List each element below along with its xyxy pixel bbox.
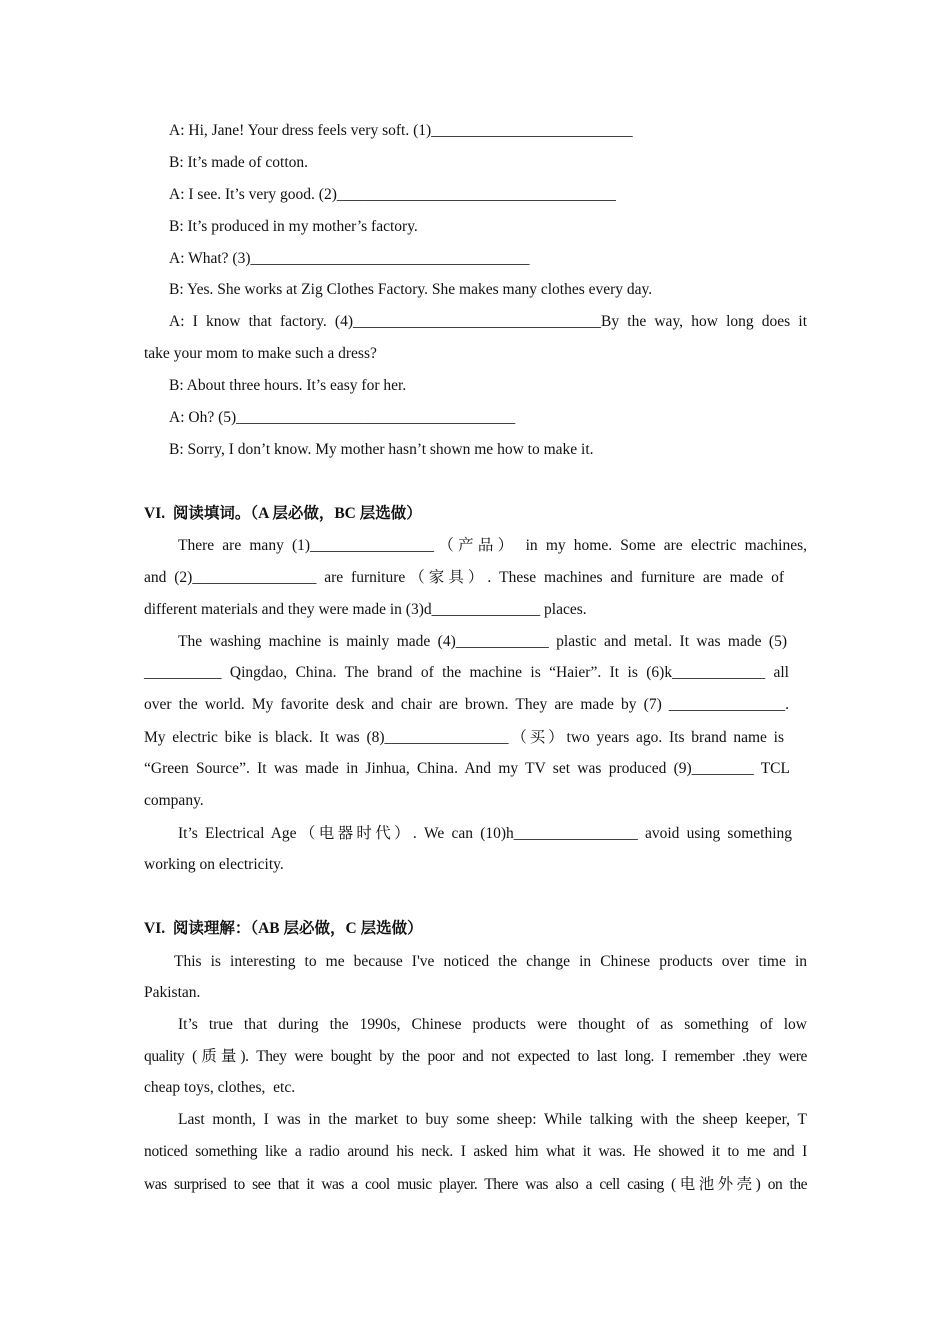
dialogue-line: A: Hi, Jane! Your dress feels very soft. (1)__________________________ (169, 122, 633, 139)
text-line: company. (144, 792, 204, 809)
text-line: “Green Source”. It was made in Jinhua, China. And my TV set was produced (9)________ TCL (144, 760, 790, 777)
text-line: Last month, I was in the market to buy some sheep: While talking with the sheep keeper, T (178, 1111, 807, 1128)
text-line: was surprised to see that it was a cool music player. There was also a cell casing (电池外壳) on the (144, 1176, 807, 1193)
dialogue-line: B: About three hours. It’s easy for her. (169, 377, 407, 394)
text-line: different materials and they were made in (3)d______________ places. (144, 601, 587, 618)
text-line: noticed something like a radio around his neck. I asked him what it was. He showed it to me and I (144, 1143, 807, 1160)
text-line: and (2)________________ are furniture（家具）. These machines and furniture are made of (144, 569, 784, 586)
text-line: Pakistan. (144, 984, 201, 1001)
text-line: It’s true that during the 1990s, Chinese products were thought of as something of low (178, 1016, 807, 1033)
text-line: working on electricity. (144, 856, 284, 873)
dialogue-line: B: Sorry, I don’t know. My mother hasn’t shown me how to make it. (169, 441, 594, 458)
dialogue-line: A: I see. It’s very good. (2)____________________________________ (169, 186, 616, 203)
section-heading: VI. 阅读填词。（A 层必做，BC 层选做） (144, 505, 422, 522)
dialogue-line: B: Yes. She works at Zig Clothes Factory. She makes many clothes every day. (169, 281, 653, 298)
section-heading: VI. 阅读理解：（AB 层必做，C 层选做） (144, 920, 423, 937)
text-line: The washing machine is mainly made (4)____________ plastic and metal. It was made (5) (178, 633, 787, 650)
text-line: There are many (1)________________（产品） in my home. Some are electric machines, (178, 537, 807, 554)
dialogue-line: take your mom to make such a dress? (144, 345, 377, 362)
dialogue-line: A: What? (3)____________________________________ (169, 250, 530, 267)
text-line: cheap toys, clothes, etc. (144, 1079, 296, 1096)
text-line: __________ Qingdao, China. The brand of the machine is “Haier”. It is (6)k____________ all (144, 664, 789, 681)
text-line: over the world. My favorite desk and chair are brown. They are made by (7) _______________. (144, 696, 789, 713)
text-line: quality (质量). They were bought by the poor and not expected to last long. I remember .they were (144, 1048, 807, 1065)
text-line: It’s Electrical Age（电器时代）. We can (10)h________________ avoid using something (178, 825, 792, 842)
text-line: This is interesting to me because I've noticed the change in Chinese products over time in (174, 953, 807, 970)
dialogue-line: B: It’s made of cotton. (169, 154, 309, 171)
dialogue-line: A: I know that factory. (4)________________________________By the way, how long does it (169, 313, 807, 330)
dialogue-line: A: Oh? (5)____________________________________ (169, 409, 516, 426)
text-line: My electric bike is black. It was (8)________________（买）two years ago. Its brand name is (144, 729, 784, 746)
dialogue-line: B: It’s produced in my mother’s factory. (169, 218, 418, 235)
